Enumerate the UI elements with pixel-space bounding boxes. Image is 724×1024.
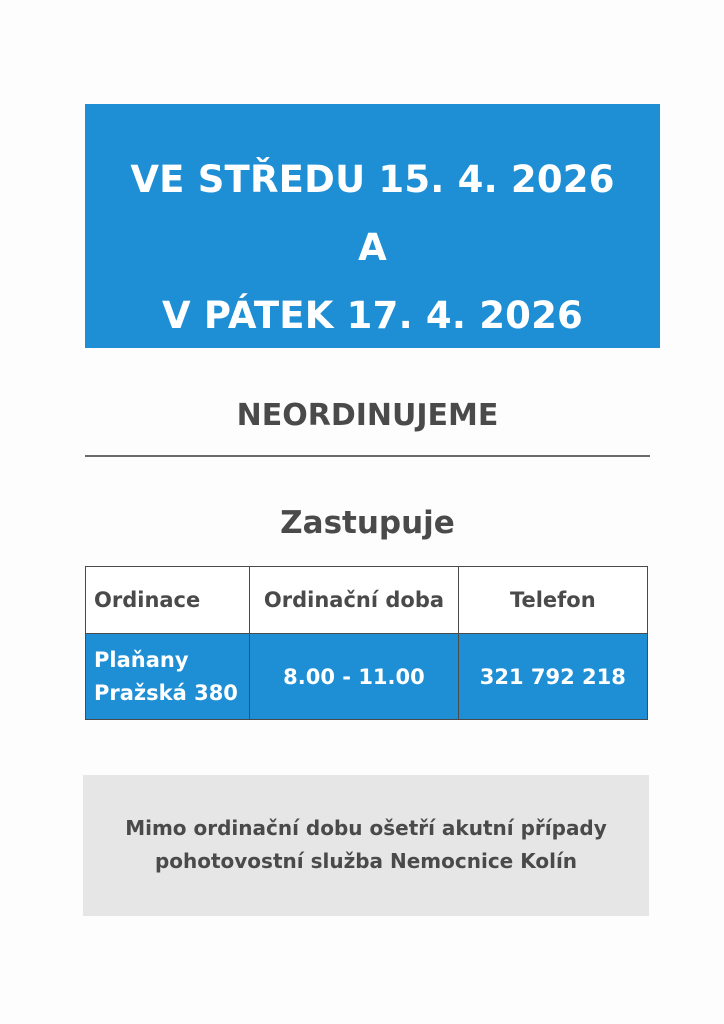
substitute-heading: Zastupuje <box>280 505 455 541</box>
after-hours-note-line-2: pohotovostní služba Nemocnice Kolín <box>154 849 578 873</box>
cell-hours: 8.00 - 11.00 <box>250 634 458 720</box>
closure-date-line-1: VE STŘEDU 15. 4. 2026 <box>130 158 615 201</box>
ordinace-town: Plaňany <box>94 647 189 672</box>
after-hours-note <box>83 775 649 916</box>
divider-line <box>85 455 650 457</box>
column-header-hours: Ordinační doba <box>250 567 458 634</box>
closure-date-conjunction: A <box>358 226 387 269</box>
table-row <box>86 634 648 720</box>
closure-dates-banner <box>85 104 660 348</box>
table-header-row <box>86 567 648 634</box>
closure-notice-heading: NEORDINUJEME <box>236 398 499 433</box>
cell-ordinace <box>86 634 250 720</box>
column-header-ordinace: Ordinace <box>86 567 250 634</box>
column-header-phone: Telefon <box>458 567 647 634</box>
after-hours-note-line-1: Mimo ordinační dobu ošetří akutní případy <box>125 816 607 840</box>
substitute-table <box>85 566 648 720</box>
closure-date-line-2: V PÁTEK 17. 4. 2026 <box>162 294 583 337</box>
ordinace-address: Pražská 380 <box>94 680 238 705</box>
cell-phone: 321 792 218 <box>458 634 647 720</box>
